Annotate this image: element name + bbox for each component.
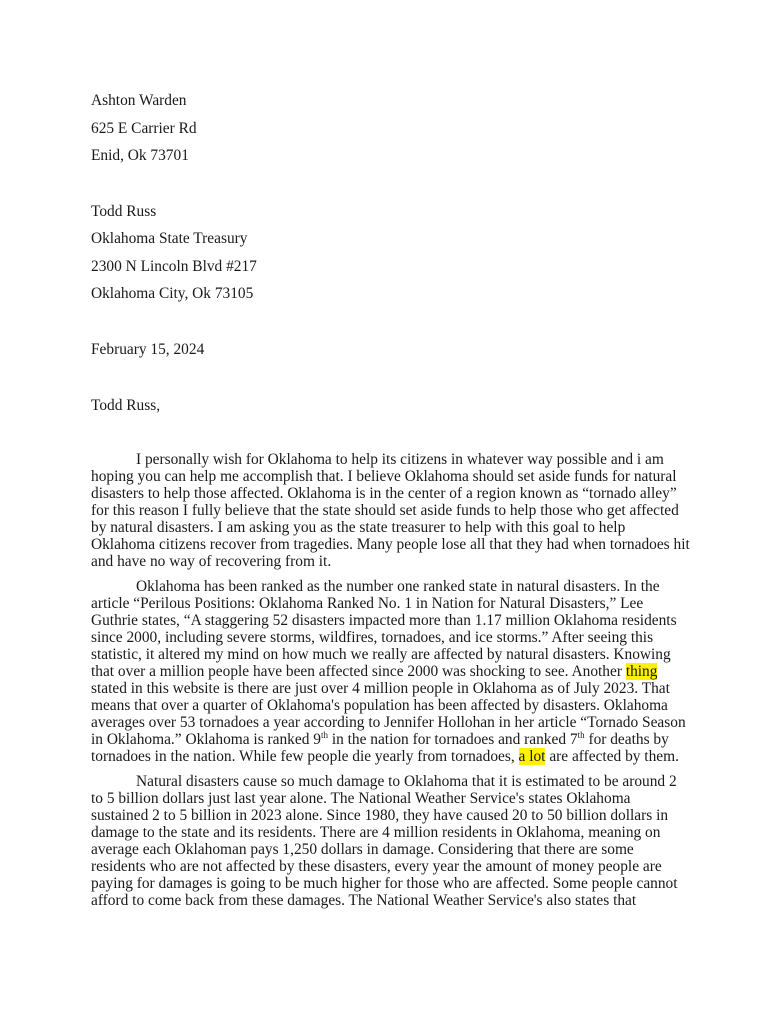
paragraph-2 xyxy=(91,578,691,765)
letter-date: February 15, 2024 xyxy=(91,341,205,358)
paragraph-2-text-d: for deaths by tornadoes in the nation. While few people die yearly from tornadoes, xyxy=(91,731,669,765)
superscript-th-1: th xyxy=(320,729,328,740)
highlighted-phrase-a-lot: a lot xyxy=(518,748,546,765)
paragraph-1: I personally wish for Oklahoma to help its citizens in whatever way possible and i am hoping you can help me accomplish that. I believe Oklahoma should set aside funds for natural disasters to help those affected. Oklahoma is in the center of a region known as “tornado alley” for this reason I fully believe that the state should set aside funds to help those who get affected by natural disasters. I am asking you as the state treasurer to help with this goal to help Oklahoma citizens recover from tragedies. Many people lose all that they had when tornadoes hit and have no way of recovering from it. xyxy=(91,451,690,570)
paragraph-2-text-b: stated in this website is there are just over 4 million people in Oklahoma as of July 2023. That means that over a quarter of Oklahoma's population has been affected by disasters. Oklahoma averages over 53 tornadoes a year according to Jennifer Hollohan in her article “Tornado Season in Oklahoma.” Oklahoma is ranked 9 xyxy=(91,680,686,748)
paragraph-3: Natural disasters cause so much damage to Oklahoma that it is estimated to be around 2 to 5 billion dollars just last year alone. The National Weather Service's states Oklahoma sustained 2 to 5 billion in 2023 alone. Since 1980, they have caused 20 to 50 billion dollars in damage to the state and its residents. There are 4 million residents in Oklahoma, meaning on average each Oklahoman pays 1,250 dollars in damage. Considering that there are some residents who are not affected by these disasters, every year the amount of money people are paying for damages is going to be much higher for those who are affected. Some people cannot afford to come back from these damages. The National Weather Service's also states that xyxy=(91,773,678,909)
recipient-street: 2300 N Lincoln Blvd #217 xyxy=(91,258,257,275)
recipient-name: Todd Russ xyxy=(91,203,157,220)
paragraph-2-text-a: Oklahoma has been ranked as the number one ranked state in natural disasters. In the article “Perilous Positions: Oklahoma Ranked No. 1 in Nation for Natural Disasters,” Lee Guthrie states, “A staggering 52 disasters impacted more than 1.17 million Oklahoma residents since 2000, including severe storms, wildfires, tornadoes, and ice storms.” After seeing this statistic, it altered my mind on how much we really are affected by natural disasters. Knowing that over a million people have been affected since 2000 was shocking to see. Another xyxy=(91,578,677,680)
sender-name: Ashton Warden xyxy=(91,92,187,109)
highlighted-word-thing: thing xyxy=(625,663,658,680)
paragraph-2-text-c: in the nation for tornadoes and ranked 7 xyxy=(327,731,578,748)
recipient-org: Oklahoma State Treasury xyxy=(91,230,248,247)
sender-city: Enid, Ok 73701 xyxy=(91,147,189,164)
recipient-city: Oklahoma City, Ok 73105 xyxy=(91,285,254,302)
salutation: Todd Russ, xyxy=(91,397,161,414)
paragraph-2-text-e: are affected by them. xyxy=(545,748,679,765)
letter-body xyxy=(91,451,691,917)
sender-street: 625 E Carrier Rd xyxy=(91,120,197,137)
superscript-th-2: th xyxy=(577,729,585,740)
